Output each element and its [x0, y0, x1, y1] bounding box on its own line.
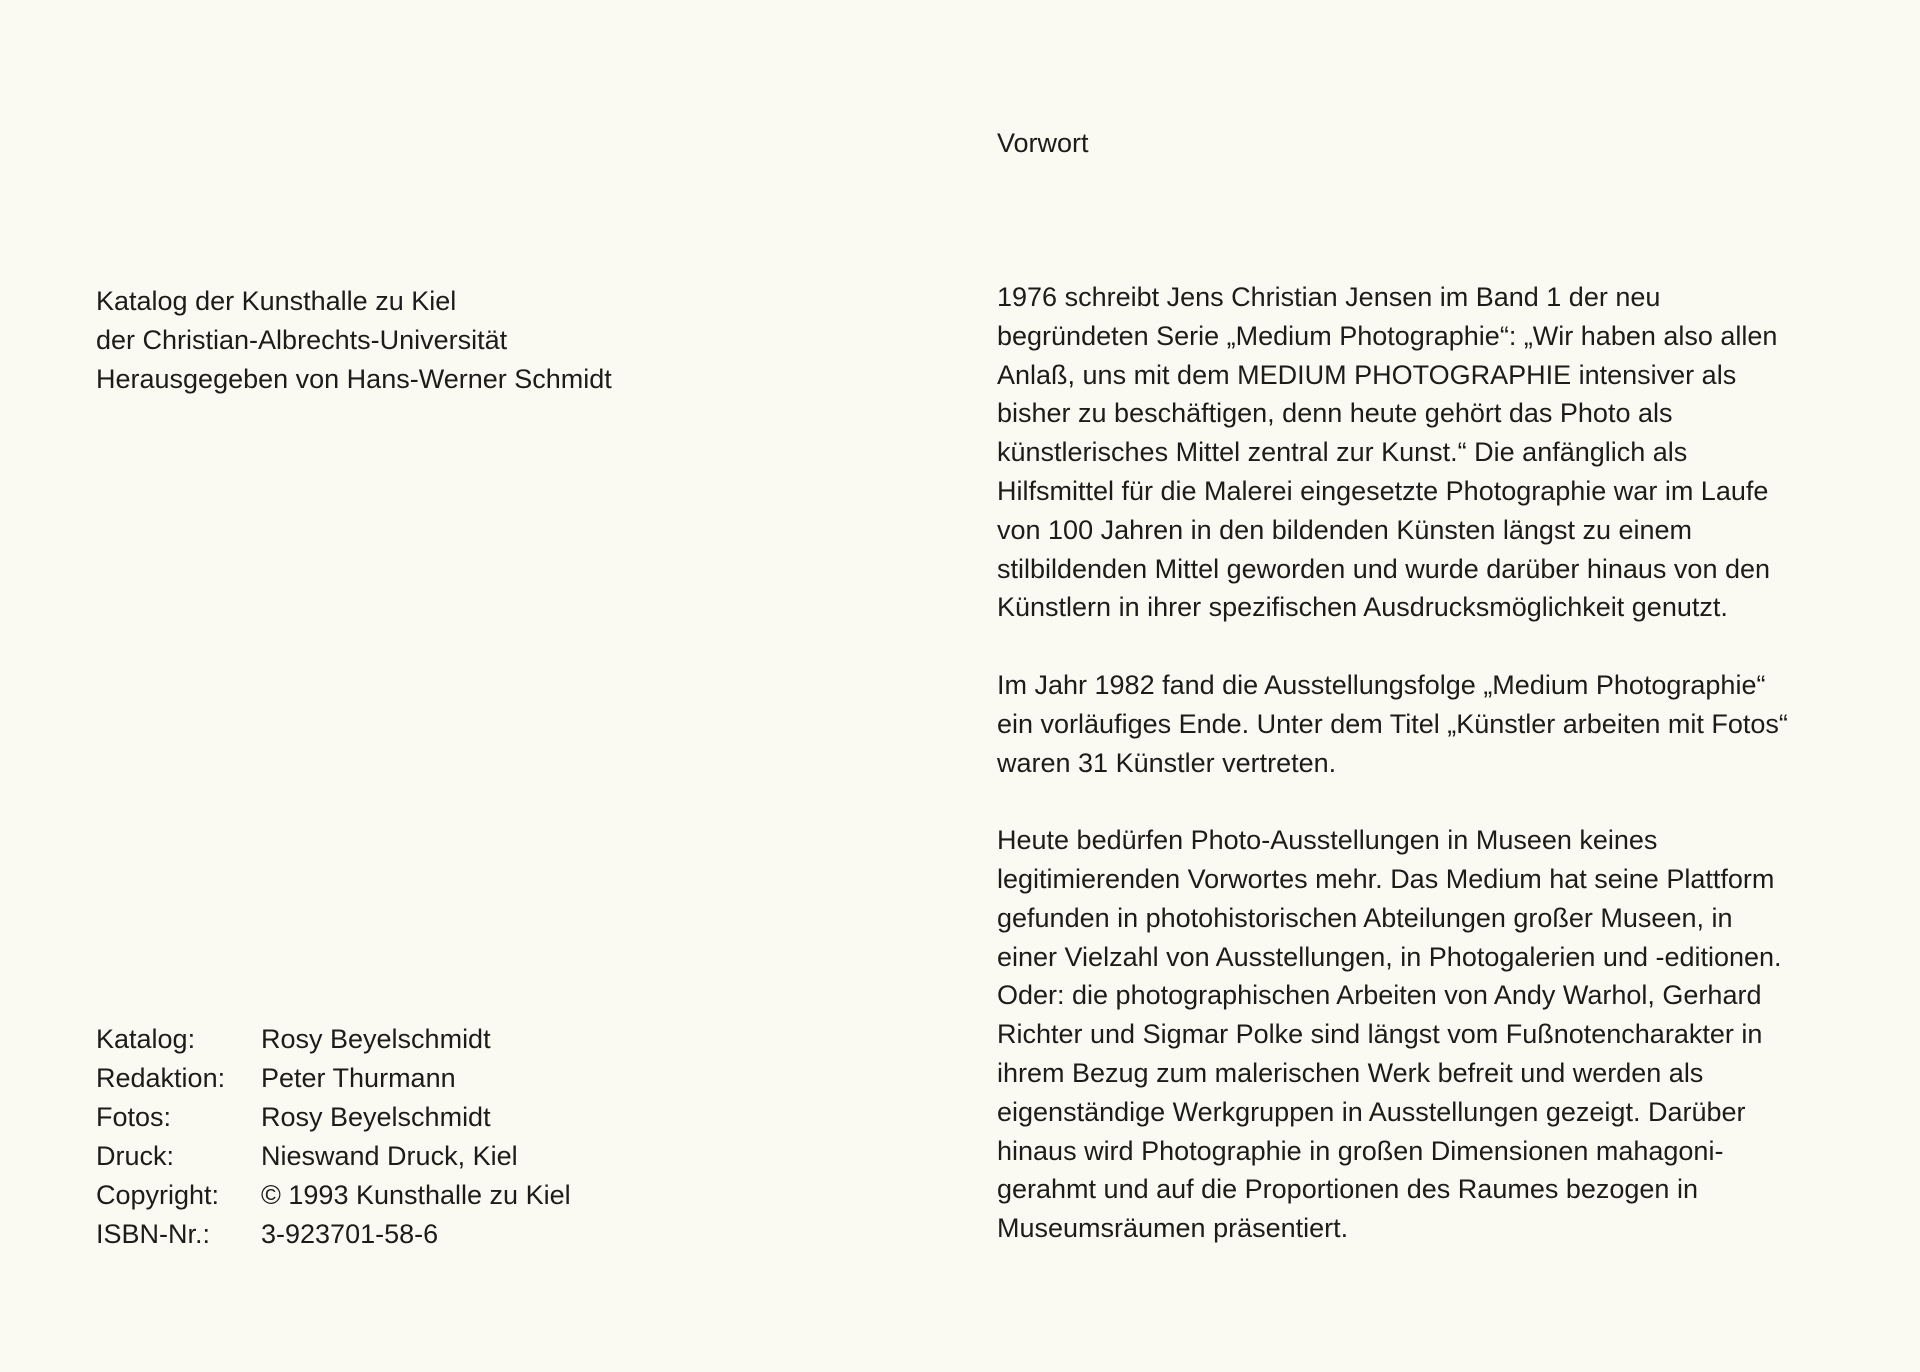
text-line: eigenständige Werkgruppen in Ausstellungen gezeigt. Darüber: [997, 1096, 1746, 1127]
credit-label: Druck:: [96, 1141, 175, 1171]
publisher-line: der Christian-Albrechts-Universität: [96, 325, 508, 355]
text-line: Hilfsmittel für die Malerei eingesetzte Photographie war im Laufe: [997, 475, 1769, 506]
credit-value: Peter Thurmann: [261, 1063, 456, 1093]
credit-value: Rosy Beyelschmidt: [261, 1024, 491, 1054]
text-line: gerahmt und auf die Proportionen des Raumes bezogen in: [997, 1174, 1698, 1205]
text-line: legitimierenden Vorwortes mehr. Das Medium hat seine Plattform: [997, 863, 1775, 894]
text-line: waren 31 Künstler vertreten.: [997, 747, 1337, 778]
credit-label: ISBN-Nr.:: [96, 1219, 211, 1249]
text-line: gefunden in photohistorischen Abteilungen großer Museen, in: [997, 902, 1733, 933]
credits-table: [96, 1020, 571, 1254]
credit-row: [96, 1059, 571, 1098]
credit-label: Copyright:: [96, 1180, 220, 1210]
credit-label: Katalog:: [96, 1024, 196, 1054]
credit-label: Fotos:: [96, 1102, 172, 1132]
text-line: 1976 schreibt Jens Christian Jensen im Band 1 der neu: [997, 282, 1661, 312]
text-line: Museumsräumen präsentiert.: [997, 1213, 1349, 1244]
paragraph: [997, 666, 1877, 782]
publisher-line: Herausgegeben von Hans-Werner Schmidt: [96, 364, 612, 394]
text-line: Richter und Sigmar Polke sind längst vom Fußnotencharakter in: [997, 1019, 1763, 1050]
credit-label: Redaktion:: [96, 1063, 226, 1093]
text-line: begründeten Serie „Medium Photographie“: „Wir haben also allen: [997, 320, 1778, 351]
credit-row: [96, 1137, 571, 1176]
right-column: [997, 0, 1877, 1372]
text-line: Im Jahr 1982 fand die Ausstellungsfolge „Medium Photographie“: [997, 669, 1766, 700]
text-line: bisher zu beschäftigen, denn heute gehört das Photo als: [997, 398, 1673, 429]
text-line: stilbildenden Mittel geworden und wurde darüber hinaus von den: [997, 553, 1771, 584]
text-line: einer Vielzahl von Ausstellungen, in Photogalerien und -editionen.: [997, 941, 1782, 972]
text-line: von 100 Jahren in den bildenden Künsten längst zu einem: [997, 514, 1692, 545]
section-heading: Vorwort: [997, 128, 1089, 158]
text-line: künstlerisches Mittel zentral zur Kunst.“ Die anfänglich als: [997, 437, 1688, 468]
text-line: Heute bedürfen Photo-Ausstellungen in Museen keines: [997, 825, 1658, 856]
credit-row: [96, 1215, 571, 1254]
text-line: Anlaß, uns mit dem MEDIUM PHOTOGRAPHIE intensiver als: [997, 359, 1737, 390]
credit-value: 3-923701-58-6: [261, 1219, 439, 1249]
text-line: hinaus wird Photographie in großen Dimensionen mahagoni-: [997, 1135, 1724, 1166]
credit-value: Rosy Beyelschmidt: [261, 1102, 491, 1132]
text-line: ein vorläufiges Ende. Unter dem Titel „Künstler arbeiten mit Fotos“: [997, 708, 1788, 739]
text-line: ihrem Bezug zum malerischen Werk befreit und werden als: [997, 1057, 1704, 1088]
text-line: Oder: die photographischen Arbeiten von Andy Warhol, Gerhard: [997, 980, 1762, 1011]
credit-value: © 1993 Kunsthalle zu Kiel: [261, 1180, 571, 1210]
foreword-text: [997, 278, 1877, 1287]
paragraph: [997, 821, 1877, 1248]
credit-value: Nieswand Druck, Kiel: [261, 1141, 518, 1171]
credit-row: [96, 1176, 571, 1215]
credit-row: [96, 1098, 571, 1137]
paragraph: [997, 278, 1877, 627]
publisher-line: Katalog der Kunsthalle zu Kiel: [96, 286, 457, 316]
credit-row: [96, 1020, 571, 1059]
publisher-block: [96, 282, 612, 399]
text-line: Künstlern in ihrer spezifischen Ausdrucksmöglichkeit genutzt.: [997, 592, 1728, 623]
left-column: [96, 0, 896, 1372]
